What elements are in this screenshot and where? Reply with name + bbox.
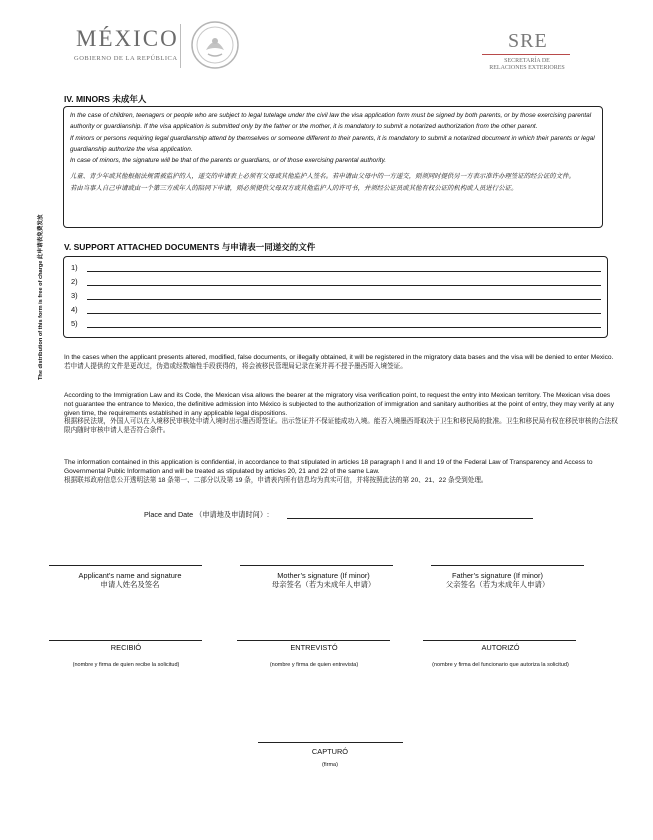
logo-divider bbox=[180, 24, 181, 68]
document-item-1-number: 1) bbox=[71, 263, 78, 272]
autorizo-label: AUTORIZÓ bbox=[481, 643, 520, 652]
mother-signature-line[interactable] bbox=[240, 565, 393, 566]
mother-signature-caption bbox=[236, 571, 411, 589]
document-item-1-line[interactable] bbox=[87, 271, 601, 272]
minors-text bbox=[70, 110, 598, 194]
place-date-field[interactable] bbox=[287, 518, 533, 519]
capturo-label: CAPTURÓ bbox=[311, 747, 349, 756]
document-item-4-line[interactable] bbox=[87, 313, 601, 314]
side-distribution-note bbox=[36, 214, 44, 381]
applicant-signature-caption bbox=[45, 571, 215, 589]
sre-logo-subtitle bbox=[480, 58, 574, 72]
minors-paragraph-zh-1: 儿童、青少年或其他根据法规需被监护的人，递交的申请表上必须有父母或其他监护人签名。若申请由父母中的一方递交，则须同时提供另一方表示准许办理签证的经公证的文件。 bbox=[70, 173, 575, 181]
notice-false-documents bbox=[64, 354, 619, 372]
entrevisto-signature-line[interactable] bbox=[237, 640, 390, 641]
notice-false-documents-en: In the cases when the applicant presents altered, modified, false documents, or illegally obtained, it will be registered in the migratory data bases and the visa will be denied to enter Mexico. bbox=[64, 354, 614, 361]
support-section-title: V. SUPPORT ATTACHED DOCUMENTS 与申请表一同递交的文件 bbox=[64, 242, 316, 252]
applicant-signature-line[interactable] bbox=[49, 565, 202, 566]
national-seal-icon bbox=[190, 20, 240, 70]
support-documents-box bbox=[63, 256, 608, 338]
father-signature-label-en: Father’s signature (If minor) bbox=[452, 571, 543, 580]
minors-paragraph-2: If minors or persons requiring legal guardianship attend by themselves or someone different to their parents, it is mandatory to submit a notarized document in which their parents or legal guardianship authorize the visa application. bbox=[70, 134, 595, 153]
side-note-text: The distribution of this form is free of charge 此申请表免费发放 bbox=[38, 214, 44, 380]
document-item-2-line[interactable] bbox=[87, 285, 601, 286]
document-item-2-number: 2) bbox=[71, 277, 78, 286]
place-date-label: Place and Date （申请地及申请时间）: bbox=[144, 510, 270, 519]
entrevisto-label: ENTREVISTÓ bbox=[290, 643, 338, 652]
notice-confidentiality-en: The information contained in this application is confidential, in accordance to that stipulated in articles 18 paragraph I and II and 19 of the Federal Law of Transparency and Access to Governmental Public Information and will be treated as stipulated by articles 20, 21 and 22 of the same Law. bbox=[64, 459, 593, 475]
minors-paragraph-1: In the case of children, teenagers or people who are subject to legal tutelage under the civil law the visa application form must be signed by both parents, or by those exercising parental authority or guardianship. If the visa application is submitted only by the father or the mother, it is mandatory to submit a notarized authorization from the other parent. bbox=[70, 112, 592, 131]
recibio-sublabel: (nombre y firma de quien recibe la solicitud) bbox=[72, 662, 180, 668]
mother-signature-label-en: Mother’s signature (If minor) bbox=[277, 571, 370, 580]
applicant-signature-label-en: Applicant's name and signature bbox=[78, 571, 182, 580]
mexico-logo-text: MÉXICO bbox=[76, 26, 179, 51]
recibio-label: RECIBIÓ bbox=[110, 643, 142, 652]
minors-paragraph-3: In case of minors, the signature will be that of the parents or guardians, or of those exercising parental authority. bbox=[70, 157, 387, 165]
applicant-signature-label-zh: 申请人姓名及签名 bbox=[100, 580, 160, 589]
capturo-signature-line[interactable] bbox=[258, 742, 403, 743]
capturo-sublabel: (firma) bbox=[322, 762, 338, 768]
father-signature-line[interactable] bbox=[431, 565, 584, 566]
entrevisto-sublabel: (nombre y firma de quien entrevista) bbox=[269, 662, 359, 668]
recibio-signature-line[interactable] bbox=[49, 640, 202, 641]
document-item-3-number: 3) bbox=[71, 291, 78, 300]
notice-immigration-law-en: According to the Immigration Law and its Code, the Mexican visa allows the bearer at the migratory visa verification point, to request the entry into Mexican territory. The Mexican visa does not guarantee the entrance to Mexico, the definitive admission into México is subjected to the authorization of immigration and sanitary authorities at the point of entry, they may verify at any given time, the requirements established in any applicable legal dispositions. bbox=[64, 392, 615, 417]
father-signature-caption bbox=[410, 571, 585, 589]
notice-confidentiality bbox=[64, 459, 619, 485]
notice-immigration-law-zh: 根据移民法规，外国人可以在入境移民审核处申请入境时出示墨西哥签证。出示签证并不保证能成功入境。能否入境墨西哥取决于卫生和移民局的批准。卫生和移民局有权在移民审核的合法权限内随时审核申请人是否符合条件。 bbox=[64, 418, 618, 435]
notice-immigration-law bbox=[64, 392, 619, 436]
document-item-5-line[interactable] bbox=[87, 327, 601, 328]
sre-subtitle-line-1: SECRETARÍA DE bbox=[504, 58, 550, 64]
notice-false-documents-zh: 若申请人提供的文件是更改过，伪造或经数编性手段获得的，将会被移民管理局记录在案并再不授予墨西哥入境签证。 bbox=[64, 362, 407, 370]
father-signature-label-zh: 父亲签名（若为未成年人申请） bbox=[445, 580, 550, 589]
mexico-logo-subtitle: GOBIERNO DE LA REPÚBLICA bbox=[74, 55, 178, 62]
sre-subtitle-line-2: RELACIONES EXTERIORES bbox=[489, 65, 565, 71]
autorizo-signature-line[interactable] bbox=[423, 640, 576, 641]
document-item-4-number: 4) bbox=[71, 305, 78, 314]
document-item-3-line[interactable] bbox=[87, 299, 601, 300]
notice-confidentiality-zh: 根据联邦政府信息公开透明法第 18 条第一、二部分以及第 19 条，申请表内所有信息均为真实可信，并将按照此法的第 20、21、22 条受到处理。 bbox=[64, 476, 488, 484]
autorizo-sublabel: (nombre y firma del funcionario que autoriza la solicitud) bbox=[432, 662, 569, 668]
sre-logo-text: SRE bbox=[508, 30, 548, 52]
minors-paragraph-zh-2: 若由当事人自己申请或由一个第三方成年人的陪同下申请，则必须提供父母双方或其他监护人的许可书，并须经公证员或其他有权公证的机构或人员进行公证。 bbox=[70, 184, 518, 192]
sre-logo-rule bbox=[482, 54, 570, 55]
document-item-5-number: 5) bbox=[71, 319, 78, 328]
minors-section-title: IV. MINORS 未成年人 bbox=[64, 94, 147, 104]
mother-signature-label-zh: 母亲签名（若为未成年人申请） bbox=[271, 580, 376, 589]
